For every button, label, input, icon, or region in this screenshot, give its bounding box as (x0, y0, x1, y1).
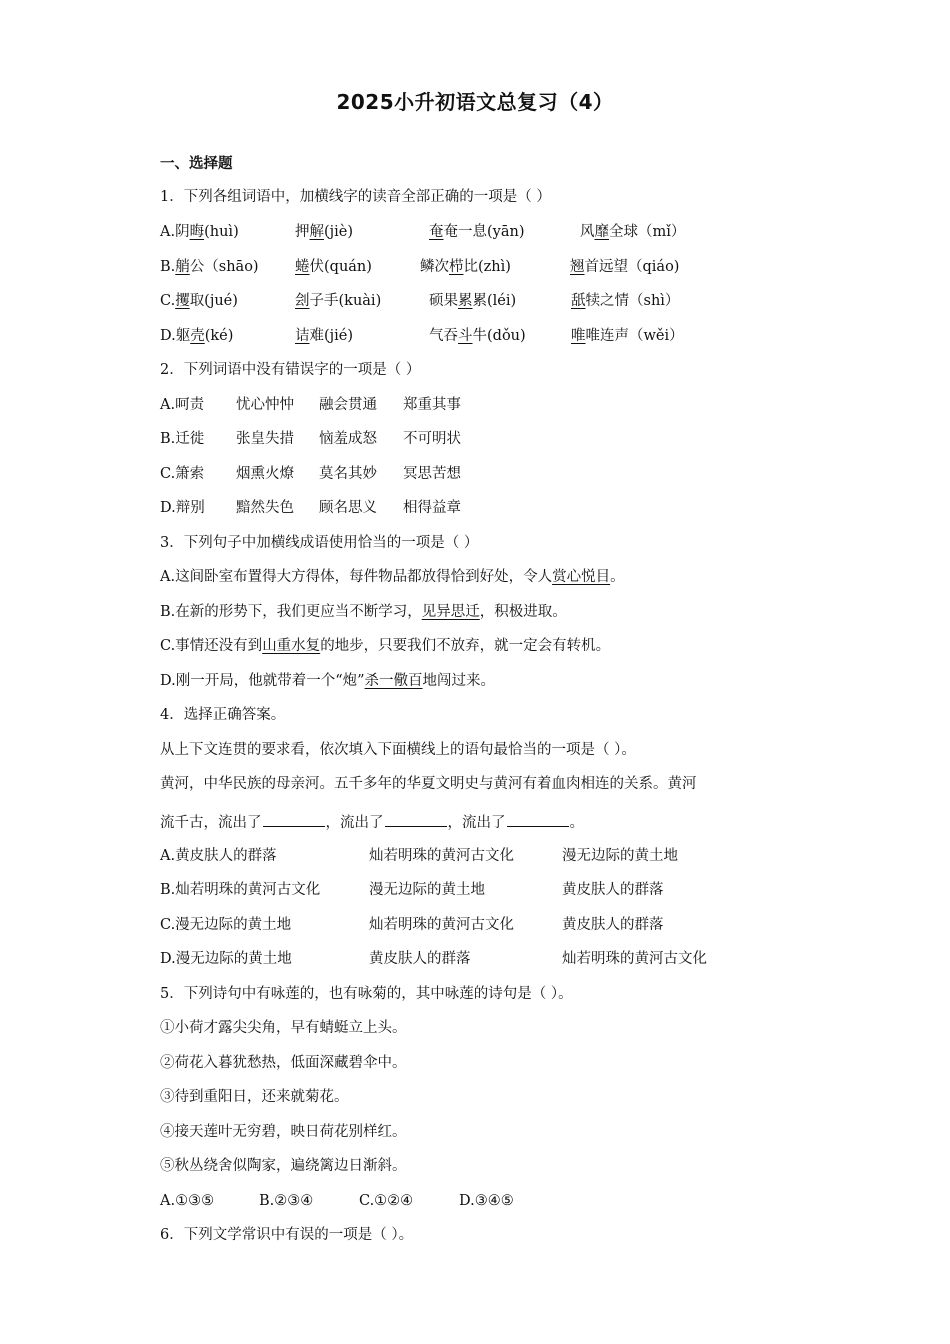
q4-passage-line2: 流千古，流出了 ，流出了 ，流出了 。 (160, 812, 584, 832)
q1-b-item: 翘首远望（qiáo) (570, 259, 680, 275)
q1-c-item: 刽子手(kuài) (295, 293, 382, 309)
q1-a-item: 押解(jiè) (295, 224, 354, 240)
q2-option-d: D.辩别 黯然失色 顾名思义 相得益章 (160, 500, 461, 516)
q3-option-d: D.刚一开局，他就带着一个“炮”杀一儆百地闯过来。 (160, 673, 496, 689)
q2-option-b: B.迁徙 张皇失措 恼羞成怒 不可明状 (160, 431, 461, 447)
q2-option-c: C.箫索 烟熏火燎 莫名其妙 冥思苦想 (160, 466, 461, 482)
q1-c-item: 舐犊之情（shì） (571, 293, 680, 309)
q6-stem: 6．下列文学常识中有误的一项是（ ）。 (160, 1227, 414, 1243)
q3-option-a: A.这间卧室布置得大方得体，每件物品都放得恰到好处，令人赏心悦目。 (160, 569, 625, 585)
q3-stem: 3．下列句子中加横线成语使用恰当的一项是（ ） (160, 535, 479, 551)
q1-a-item: A.阴晦(huì) (160, 224, 239, 240)
q2-stem: 2．下列词语中没有错误字的一项是（ ） (160, 362, 421, 378)
q1-option-b (160, 257, 679, 277)
q2-option-a: A.呵责 忧心忡忡 融会贯通 郑重其事 (160, 397, 461, 413)
q1-a-item: 风靡全球（mǐ） (580, 224, 686, 240)
q1-option-a (160, 222, 685, 242)
q4-passage-line1: 黄河，中华民族的母亲河。五千多年的华夏文明史与黄河有着血肉相连的关系。黄河 (160, 776, 697, 792)
q4-option-d: D.漫无边际的黄土地 黄皮肤人的群落 灿若明珠的黄河古文化 (160, 951, 707, 967)
fill-blank (263, 812, 325, 827)
q1-b-item: 蜷伏(quán) (295, 259, 372, 275)
fill-blank (507, 812, 569, 827)
q5-item: ⑤秋丛绕舍似陶家，遍绕篱边日渐斜。 (160, 1158, 407, 1174)
q1-a-item: 奄奄一息(yān) (429, 224, 525, 240)
q5-item: ④接天莲叶无穷碧，映日荷花别样红。 (160, 1124, 407, 1140)
section-heading: 一、选择题 (160, 156, 233, 172)
q1-d-item: D.躯壳(ké) (160, 328, 234, 344)
q4-stem: 4．选择正确答案。 (160, 707, 286, 723)
q1-option-d (160, 326, 684, 346)
q4-option-b: B.灿若明珠的黄河古文化 漫无边际的黄土地 黄皮肤人的群落 (160, 882, 664, 898)
q1-d-item: 气吞斗牛(dǒu) (429, 328, 526, 344)
q1-b-item: B.艄公（shāo) (160, 259, 259, 275)
q4-intro: 从上下文连贯的要求看，依次填入下面横线上的语句最恰当的一项是（ ）。 (160, 742, 636, 758)
q1-b-item: 鳞次栉比(zhì) (420, 259, 511, 275)
q4-option-c: C.漫无边际的黄土地 灿若明珠的黄河古文化 黄皮肤人的群落 (160, 917, 664, 933)
q5-item: ③待到重阳日，还来就菊花。 (160, 1089, 349, 1105)
q1-option-c (160, 291, 679, 311)
page-title: 2025小升初语文总复习（4） (336, 90, 614, 114)
q5-options: A.①③⑤ B.②③④ C.①②④ D.③④⑤ (160, 1193, 514, 1209)
q1-stem: 1．下列各组词语中，加横线字的读音全部正确的一项是（ ） (160, 189, 551, 205)
q3-option-b: B.在新的形势下，我们更应当不断学习，见异思迁，积极进取。 (160, 604, 567, 620)
q1-d-item: 唯唯连声（wěi） (571, 328, 684, 344)
q5-stem: 5．下列诗句中有咏莲的，也有咏菊的，其中咏莲的诗句是（ ）。 (160, 986, 573, 1002)
q5-item: ①小荷才露尖尖角，早有蜻蜓立上头。 (160, 1020, 407, 1036)
q5-item: ②荷花入暮犹愁热，低面深藏碧伞中。 (160, 1055, 407, 1071)
q1-d-item: 诘难(jié) (295, 328, 354, 344)
q3-option-c: C.事情还没有到山重水复的地步，只要我们不放弃，就一定会有转机。 (160, 638, 611, 654)
q4-option-a: A.黄皮肤人的群落 灿若明珠的黄河古文化 漫无边际的黄土地 (160, 848, 678, 864)
fill-blank (385, 812, 447, 827)
q1-c-item: 硕果累累(léi) (429, 293, 517, 309)
q1-c-item: C.攫取(jué) (160, 293, 238, 309)
